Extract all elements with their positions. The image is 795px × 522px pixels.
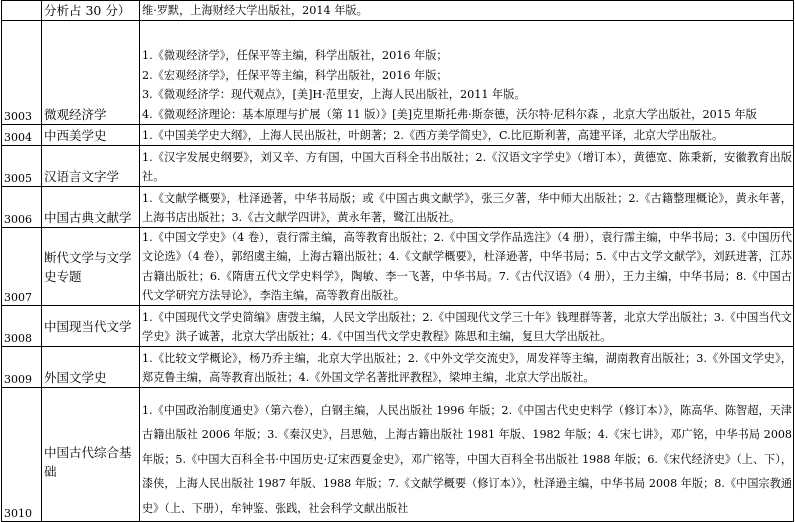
reference-cell xyxy=(140,306,794,347)
subject-name: 外国文学史 xyxy=(42,347,140,388)
reference-line: 1.《比较文学概论》，杨乃乔主编，北京大学出版社；2.《中外文学交流史》，周发祥等主编，湖南教育出版社；3.《外国文学史》，郑克鲁主编，高等教育出版社；4.《外国文学名著批评教程》，梁坤主编，北京大学出版社。 xyxy=(142,351,792,384)
subject-code: 3009 xyxy=(2,347,42,388)
subject-code: 3008 xyxy=(2,306,42,347)
reference-line: 1.《中国现代文学史简编》唐弢主编，人民文学出版社；2.《中国现代文学三十年》钱理群等著，北京大学出版社；3.《中国当代文学史》洪子诚著，北京大学出版社；4.《中国当代文学史教程》陈思和主编，复旦大学出版社。 xyxy=(142,310,792,343)
table-row xyxy=(2,146,794,187)
subject-code: 3010 xyxy=(2,388,42,522)
reference-line: 1.《中国美学史大纲》，上海人民出版社，叶朗著；2.《西方美学简史》，C.比厄斯利著，高建平译，北京大学出版社。 xyxy=(142,128,724,142)
subject-name: 中国古典文献学 xyxy=(42,187,140,228)
subject-name: 微观经济学 xyxy=(42,21,140,125)
table-row xyxy=(2,347,794,388)
subject-name: 分析占 30 分） xyxy=(42,1,140,21)
table-row xyxy=(2,125,794,146)
table-row xyxy=(2,228,794,306)
reference-line: 1.《文献学概要》，杜泽逊著，中华书局版；或《中国古典文献学》，张三夕著，华中师大出版社；2.《古籍整理概论》，黄永年著，上海书店出版社；3.《古文献学四讲》，黄永年著，鹭江出版社。 xyxy=(142,191,792,224)
document-page xyxy=(1,0,794,522)
table-row xyxy=(2,21,794,125)
reference-line: 1.《中国政治制度通史》（第六卷），白钢主编，人民出版社 1996 年版；2.《中国古代史史料学（修订本）》，陈高华、陈智超，天津古籍出版社 2006 年版；3.《秦汉史》，吕思勉，上海古籍出版社 1981 年版、1982 年版；4.《宋七讲》，邓广铭，中华书局 2008 年版；5.《中国大百科全书·中国历史·辽宋西夏金史》，邓广铭等，中国大百科全书出版社 1988 年版；6.《宋代经济史》（上、下），漆侠，上海人民出版社 1987 年版、1988 年版；7.《文献学概要（修订本）》，杜泽逊主编，中华书局 2008 年版；8.《中国宗教通史》（上、下册），牟钟鉴、张践，社会科学文献出版社 xyxy=(142,403,792,515)
subject-code xyxy=(2,1,42,21)
reference-cell xyxy=(140,187,794,228)
subject-name: 断代文学与文学史专题 xyxy=(42,228,140,306)
subject-code: 3005 xyxy=(2,146,42,187)
reference-line: 维·罗默，上海财经大学出版社，2014 年版。 xyxy=(142,3,368,17)
subject-code: 3004 xyxy=(2,125,42,146)
reference-cell xyxy=(140,21,794,125)
reference-cell xyxy=(140,347,794,388)
table-row xyxy=(2,1,794,21)
reference-cell xyxy=(140,228,794,306)
subject-name: 中西美学史 xyxy=(42,125,140,146)
reference-line: 4.《微观经济理论：基本原理与扩展（第 11 版）》[美]克里斯托弗·斯奈德，沃尔特·尼科尔森 ，北京大学出版社，2015 年版 xyxy=(142,107,757,121)
reference-cell xyxy=(140,146,794,187)
subject-name: 中国现当代文学 xyxy=(42,306,140,347)
reference-cell xyxy=(140,388,794,522)
reference-line: 1.《中国文学史》（4 卷），袁行霈主编，高等教育出版社；2.《中国文学作品选注》（4 册），袁行霈主编，中华书局；3.《中国历代文论选》（4 卷），郭绍虞主编，上海古籍出版社；4.《文献学概要》，杜泽逊著，中华书局；5.《中古文学文献学》，刘跃进著，江苏古籍出版社；6.《隋唐五代文学史料学》，陶敏、李一飞著，中华书局。7.《古代汉语》（4 册），王力主编，中华书局；8.《中国古代文学研究方法导论》，李浩主编，高等教育出版社。 xyxy=(142,231,792,302)
subject-code: 3007 xyxy=(2,228,42,306)
reference-cell xyxy=(140,1,794,21)
subject-code: 3006 xyxy=(2,187,42,228)
reference-cell xyxy=(140,125,794,146)
subject-name: 中国古代综合基础 xyxy=(42,388,140,522)
subject-code: 3003 xyxy=(2,21,42,125)
table-row xyxy=(2,388,794,522)
reference-line: 3.《微观经济学：现代观点》，[美]H·范里安，上海人民出版社，2011 年版。 xyxy=(142,88,526,102)
reference-line: 1.《微观经济学》，任保平等主编，科学出版社，2016 年版； xyxy=(142,49,448,63)
table-row xyxy=(2,306,794,347)
subject-name: 汉语言文字学 xyxy=(42,146,140,187)
reference-line: 1.《汉字发展史纲要》，刘又辛、方有国，中国大百科全书出版社；2.《汉语文字学史》（增订本），黄德宽、陈秉新，安徽教育出版社。 xyxy=(142,150,792,183)
table-row xyxy=(2,187,794,228)
bibliography-table xyxy=(1,0,794,522)
reference-line: 2.《宏观经济学》，任保平等主编，科学出版社，2016 年版； xyxy=(142,68,448,82)
